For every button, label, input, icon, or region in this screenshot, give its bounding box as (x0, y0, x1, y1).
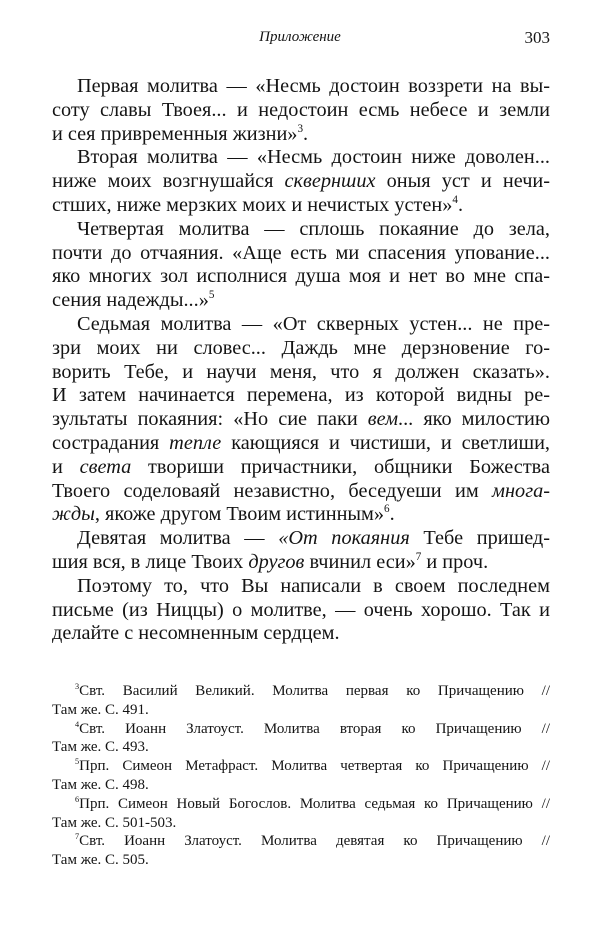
text-segment: соту славы Твоея... и недостоин есмь небесе и земли (52, 98, 550, 121)
text-line (52, 289, 550, 313)
text-segment: Тебе пришед- (409, 527, 551, 550)
text-line (52, 575, 550, 599)
paragraph (52, 146, 550, 217)
text-segment: стших, ниже мерзких моих и нечистых устен» (52, 193, 453, 216)
text-segment: Там же. С. 498. (52, 776, 149, 793)
body-text (52, 75, 550, 646)
text-line (52, 170, 550, 194)
text-segment: Свт. Иоанн Златоуст. Молитва девятая ко Причащению // (79, 833, 550, 850)
text-segment: ... яко милостию (398, 408, 551, 431)
italic-text: «От покаяния (278, 527, 410, 550)
text-segment: ниже моих возгнушайся (52, 170, 285, 193)
text-segment: сения надежды...» (52, 289, 209, 312)
text-segment: письме (из Ниццы) о молитве, — очень хорошо. Так и (52, 598, 550, 621)
footnote (52, 795, 550, 833)
text-segment: Там же. С. 501-503. (52, 814, 177, 831)
text-line (52, 408, 550, 432)
text-segment: Прп. Симеон Новый Богослов. Молитва седьмая ко Причащению // (79, 795, 550, 812)
text-line (52, 795, 550, 814)
text-line (52, 682, 550, 701)
footnote-marker: 5 (75, 757, 80, 767)
text-line (52, 99, 550, 123)
text-segment: Четвертая молитва — сплошь покаяние до зела, (77, 217, 550, 240)
text-segment: Седьмая молитва — «От скверных устен... не пре- (77, 312, 550, 335)
text-segment: Поэтому то, что Вы написали в своем последнем (77, 574, 550, 597)
text-segment: зультаты покаяния: «Но сие паки (52, 408, 368, 431)
text-segment: Там же. С. 493. (52, 739, 149, 756)
text-line (52, 599, 550, 623)
text-line (52, 776, 550, 795)
footnote (52, 682, 550, 720)
text-line (52, 432, 550, 456)
text-segment: Свт. Иоанн Златоуст. Молитва вторая ко Причащению // (79, 720, 550, 737)
paragraph (52, 313, 550, 527)
text-line (52, 527, 550, 551)
text-line (52, 720, 550, 739)
text-segment: ворить Тебе, и научи меня, что я должен сказать». (52, 360, 550, 383)
text-line (52, 832, 550, 851)
footnote-marker: 6 (384, 503, 390, 516)
footnote (52, 757, 550, 795)
footnote (52, 832, 550, 870)
text-line (52, 146, 550, 170)
text-segment: кающияся и чистиши, и светлиши, (221, 431, 550, 454)
text-line (52, 75, 550, 99)
italic-text: вем (367, 408, 399, 431)
running-title: Приложение (259, 29, 341, 45)
italic-text: тепле (169, 431, 222, 454)
text-line (52, 242, 550, 266)
paragraph (52, 75, 550, 146)
footnote-marker: 4 (75, 719, 80, 729)
text-line (52, 814, 550, 833)
text-line (52, 456, 550, 480)
text-segment: почти до отчаяния. «Аще есть ми спасения упование... (52, 241, 550, 264)
text-line (52, 265, 550, 289)
text-segment: вчинил еси» (304, 550, 416, 573)
footnote-marker: 7 (415, 551, 422, 564)
text-line (52, 851, 550, 870)
text-line (52, 701, 550, 720)
text-segment: , якоже другом Твоим истинным» (94, 503, 385, 526)
text-segment: твориши причастники, общники Божества (131, 455, 550, 478)
text-segment: Твоего соделоваяй независтно, беседуеши им (52, 479, 493, 502)
text-segment: делайте с несомненным сердцем. (52, 622, 340, 645)
text-line (52, 757, 550, 776)
footnote-marker: 5 (208, 289, 215, 302)
footnote (52, 720, 550, 758)
text-segment: зри моих ни словес... Даждь мне дерзновение го- (52, 336, 550, 359)
text-segment: яко многих зол исполнися душа моя и нет во мне спа- (52, 265, 550, 288)
text-segment: и (52, 455, 80, 478)
text-line (52, 551, 550, 575)
text-segment: . (457, 193, 464, 216)
italic-text: многа- (492, 479, 550, 502)
paragraph (52, 527, 550, 575)
footnote-marker: 4 (452, 194, 458, 207)
text-line (52, 123, 550, 147)
text-segment: Свт. Василий Великий. Молитва первая ко Причащению // (79, 683, 550, 699)
footnote-marker: 3 (75, 682, 80, 692)
text-line (52, 503, 550, 527)
italic-text: света (79, 455, 132, 478)
footnotes (52, 682, 550, 870)
text-line (52, 313, 550, 337)
text-line (52, 218, 550, 242)
italic-text: другов (248, 550, 305, 573)
text-segment: сострадания (52, 431, 170, 454)
text-segment: и проч. (421, 550, 489, 573)
text-line (52, 622, 550, 646)
text-segment: И затем начинается перемена, из которой видны ре- (52, 384, 550, 407)
text-line (52, 361, 550, 385)
text-line (52, 738, 550, 757)
text-segment: . (303, 122, 309, 145)
footnote-marker: 6 (75, 795, 80, 805)
italic-text: жды (52, 503, 95, 526)
text-segment: . (389, 503, 395, 526)
footnote-marker: 7 (75, 832, 80, 842)
paragraph (52, 575, 550, 646)
text-segment: Прп. Симеон Метафраст. Молитва четвертая ко Причащению // (79, 758, 550, 775)
italic-text: сквернших (284, 170, 376, 193)
text-line (52, 194, 550, 218)
text-segment: и сея привременныя жизни» (52, 122, 298, 145)
text-segment: Первая молитва — «Несмь достоин воззрети на вы- (77, 75, 550, 97)
text-line (52, 337, 550, 361)
paragraph (52, 218, 550, 313)
text-segment: оныя уст и нечи- (375, 170, 551, 193)
text-segment: Вторая молитва — «Несмь достоин ниже доволен... (77, 146, 550, 169)
text-line (52, 384, 550, 408)
text-segment: Девятая молитва — (77, 527, 279, 550)
text-segment: Там же. С. 491. (52, 701, 149, 718)
text-segment: шия вся, в лице Твоих (52, 550, 249, 573)
footnote-marker: 3 (297, 122, 304, 135)
page-number: 303 (524, 28, 550, 47)
text-line (52, 480, 550, 504)
text-segment: Там же. С. 505. (52, 852, 149, 869)
